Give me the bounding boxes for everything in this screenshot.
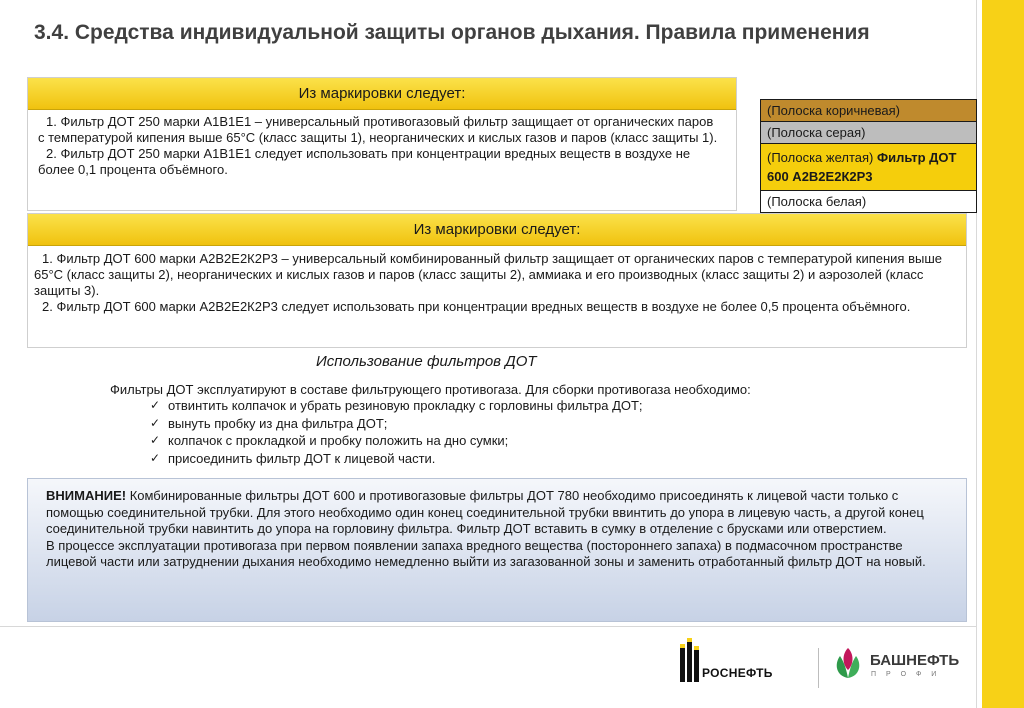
checkmark-icon: ✓	[150, 398, 161, 412]
marking-box-dot250	[27, 77, 737, 211]
list-item-text: присоединить фильтр ДОТ к лицевой части.	[168, 450, 436, 466]
stripe-row-brown: (Полоска коричневая)	[761, 100, 976, 122]
stripe-row-gray: (Полоска серая)	[761, 122, 976, 144]
rosneft-logo-text: РОСНЕФТЬ	[702, 666, 773, 680]
bashneft-logo-text: БАШНЕФТЬ	[870, 652, 960, 669]
usage-checklist	[150, 397, 643, 467]
warning-paragraph-2: В процессе эксплуатации противогаза при первом появлении запаха вредного вещества (постороннего запаха) в подмасочном пространстве лицевой части или затруднении дыхания необходимо немедленно выйти из загазованной зоны и заменить отработанный фильтр ДОТ на новый.	[46, 537, 926, 569]
list-item-text: вынуть пробку из дна фильтра ДОТ;	[168, 415, 388, 431]
checkmark-icon: ✓	[150, 415, 161, 430]
marking-box-dot600	[27, 213, 967, 348]
marking-box-body	[28, 110, 736, 178]
list-item	[150, 397, 643, 415]
marking-box-header: Из маркировки следует:	[28, 214, 966, 246]
page-title: 3.4. Средства индивидуальной защиты органов дыхания. Правила применения	[34, 21, 870, 44]
list-item-text: колпачок с прокладкой и пробку положить на дно сумки;	[168, 433, 509, 448]
usage-intro: Фильтры ДОТ эксплуатируют в составе фильтрующего противогаза. Для сборки противогаза необходимо:	[110, 382, 751, 397]
checkmark-icon: ✓	[150, 433, 161, 447]
list-item	[150, 415, 643, 433]
marking-paragraph-2: 2. Фильтр ДОТ 600 марки А2В2Е2К2Р3 следует использовать при концентрации вредных веществ в воздухе не более 0,5 процента объёмного.	[42, 299, 911, 314]
rosneft-logo-icon	[676, 638, 801, 688]
list-item-text: отвинтить колпачок и убрать резиновую прокладку с горловины фильтра ДОТ;	[168, 398, 643, 413]
right-accent-band	[982, 0, 1024, 708]
stripe-color-table	[760, 99, 977, 213]
stripe-yellow-label: (Полоска желтая)	[767, 150, 874, 165]
warning-text-1: Комбинированные фильтры ДОТ 600 и противогазовые фильтры ДОТ 780 необходимо присоединять к лицевой части только с помощью соединительной трубки. Для этого необходимо один конец соединительной трубки ввинтить до упора в лицевую часть, а другой конец соединительной трубки навинтить до упора на горловину фильтра. Фильтр ДОТ вставить в сумку в отделение с брусками или отверстием.	[46, 488, 924, 536]
checkmark-icon: ✓	[150, 450, 161, 465]
bashneft-logo-icon	[832, 646, 864, 680]
marking-box-body	[28, 246, 966, 315]
bashneft-logo-subtext: П Р О Ф И	[871, 671, 941, 678]
footer-divider	[0, 626, 976, 627]
warning-paragraph-1	[46, 488, 950, 538]
stripe-row-white: (Полоска белая)	[761, 191, 976, 212]
stripe-yellow-filter: Фильтр ДОТ 600 А2В2Е2К2Р3	[767, 150, 957, 184]
marking-paragraph-1: 1. Фильтр ДОТ 250 марки А1В1Е1 – универсальный противогазовый фильтр защищает от органических паров с температурой кипения выше 65°С (класс защиты 1), неорганических и кислых газов и паров (класс защиты 1).	[38, 114, 718, 145]
marking-box-header: Из маркировки следует:	[28, 78, 736, 110]
marking-paragraph-2: 2. Фильтр ДОТ 250 марки А1В1Е1 следует использовать при концентрации вредных веществ в воздухе не более 0,1 процента объёмного.	[38, 146, 691, 177]
marking-paragraph-1: 1. Фильтр ДОТ 600 марки А2В2Е2К2Р3 – универсальный комбинированный фильтр защищает от органических паров с температурой кипения выше 65°С (класс защиты 2), неорганических и кислых газов и паров (класс защиты 2), аммиака и его производных (класс защиты 2) и аэрозолей (класс защиты 3).	[34, 251, 942, 298]
warning-label: ВНИМАНИЕ!	[46, 488, 127, 503]
list-item	[150, 450, 643, 468]
list-item	[150, 432, 643, 450]
usage-section-title: Использование фильтров ДОТ	[316, 353, 537, 370]
warning-box	[27, 478, 967, 622]
stripe-row-yellow	[761, 144, 976, 191]
logo-divider	[818, 648, 819, 688]
